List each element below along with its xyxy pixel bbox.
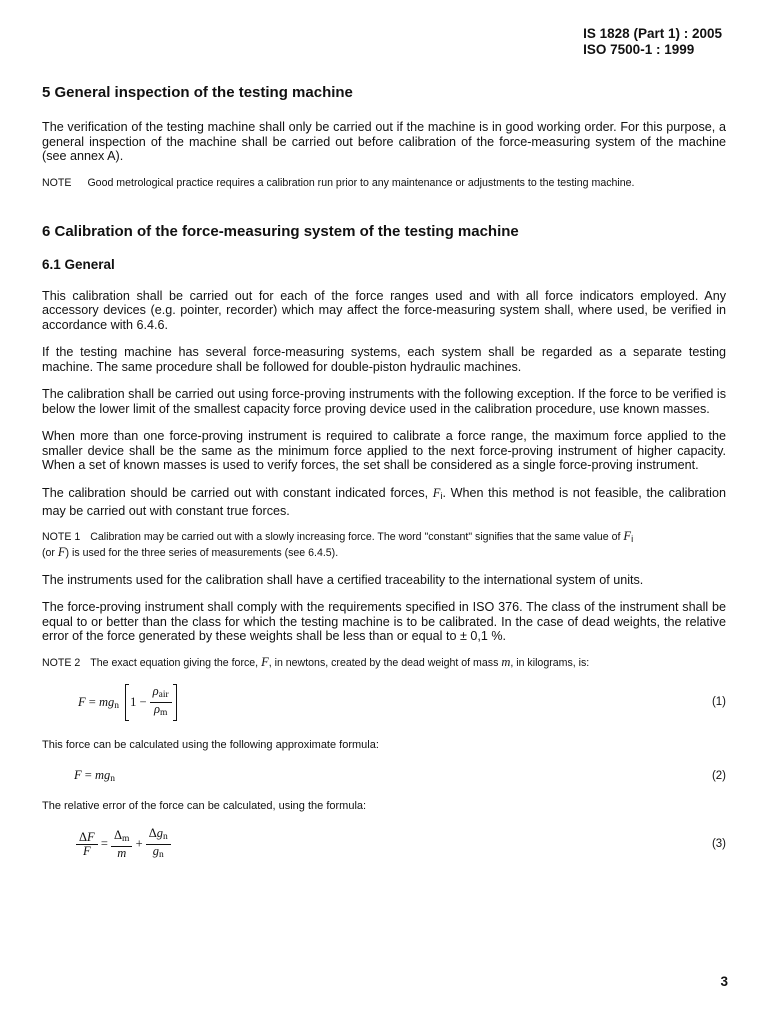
equation-1-row <box>42 684 726 721</box>
paragraph-3: The calibration shall be carried out using force-proving instruments with the following exception. If the force to be verified is below the lower limit of the smallest capacity force proving device used in the calibration procedure, use known masses. <box>42 387 726 416</box>
header-standard-number: IS 1828 (Part 1) : 2005 <box>583 26 722 41</box>
section-6-heading: 6 Calibration of the force-measuring system of the testing machine <box>42 222 519 240</box>
paragraph-indicated-forces: The calibration should be carried out with constant indicated forces, $F_i$. When this method is not feasible, the calibration may be carried out with constant true forces. <box>42 485 726 518</box>
header-iso-number: ISO 7500-1 : 1999 <box>583 42 695 57</box>
equation-1-number: (1) <box>711 696 726 708</box>
equation-3-number: (3) <box>711 838 726 850</box>
section-5-heading: 5 General inspection of the testing machine <box>42 84 353 101</box>
section-6-1-heading: 6.1 General <box>42 256 115 272</box>
paragraph-2: If the testing machine has several force-measuring systems, each system shall be regarded as a separate testing machine. The same procedure shall be followed for double-piston hydraulic machines. <box>42 345 726 374</box>
equation-2-row <box>42 768 726 784</box>
approx-formula-text: This force can be calculated using the following approximate formula: <box>42 738 379 751</box>
equation-2: $F = mg_n$ <box>74 767 115 784</box>
paragraph-1: This calibration shall be carried out for each of the force ranges used and with all force indicators employed. Any accessory devices (e.g. pointer, recorder) which may affect the force-measuring system shall, where used, be verified in accordance with 6.4.6. <box>42 288 726 332</box>
page-content <box>42 84 726 862</box>
note-1-label: NOTE 1 <box>42 530 81 543</box>
equation-2-number: (2) <box>711 769 726 782</box>
note-text: Good metrological practice requires a calibration run prior to any maintenance or adjustments to the testing machine. <box>87 176 635 189</box>
equation-3: $\frac{\Delta F}{F}$ = $\frac{\Delta_m}{m}$ + $\frac{\Delta g_n}{g_n}$ <box>76 827 171 862</box>
page-number: 3 <box>720 974 728 989</box>
equation-1-bracket: 1 − $\frac{\rho_{air}}{\rho_m}$ <box>125 684 177 721</box>
note-label: NOTE <box>42 176 72 189</box>
equation-3-row <box>42 827 726 862</box>
paragraph-4: When more than one force-proving instrument is required to calibrate a force range, the maximum force applied to the smaller device shall be the same as the minimum force applied to the next force-proving instrument of higher capacity. When a set of known masses is used to verify forces, the set shall be considered as a single force-proving instrument. <box>42 429 726 472</box>
paragraph-traceability: The instruments used for the calibration shall have a certified traceability to the international system of units. <box>42 572 644 587</box>
note-2-label: NOTE 2 <box>42 656 81 669</box>
note-1: NOTE 1 Calibration may be carried out with a slowly increasing force. The word "constant" signifies that the same value of Fi (or F) is used for the three series of measurements (see 6.4.5). <box>42 528 634 559</box>
paragraph-iso-376: The force-proving instrument shall comply with the requirements specified in ISO 376. The class of the instrument shall be equal to or better than the class for which the testing machine is to be calibrated. In the case of dead weights, the relative error of the force generated by these weights shall be less than or equal to ± 0,1 %. <box>42 600 726 643</box>
equation-1: $F = mg_n$ 1 − $\frac{\rho_{air}}{\rho_m}$ <box>78 684 177 721</box>
note-2: NOTE 2 The exact equation giving the force, F, in newtons, created by the dead weight of mass m, in kilograms, is: <box>42 654 590 669</box>
section-5-paragraph: The verification of the testing machine shall only be carried out if the machine is in good working order. For this purpose, a general inspection of the machine shall be carried out before calibration of the force-measuring system of the machine (see annex A). <box>42 120 726 163</box>
relative-error-text: The relative error of the force can be calculated, using the formula: <box>42 799 367 812</box>
density-fraction: $\frac{\rho_{air}}{\rho_m}$ <box>150 685 172 720</box>
document-header <box>583 26 722 58</box>
symbol-f: F <box>432 485 441 500</box>
section-5-note <box>42 177 726 190</box>
